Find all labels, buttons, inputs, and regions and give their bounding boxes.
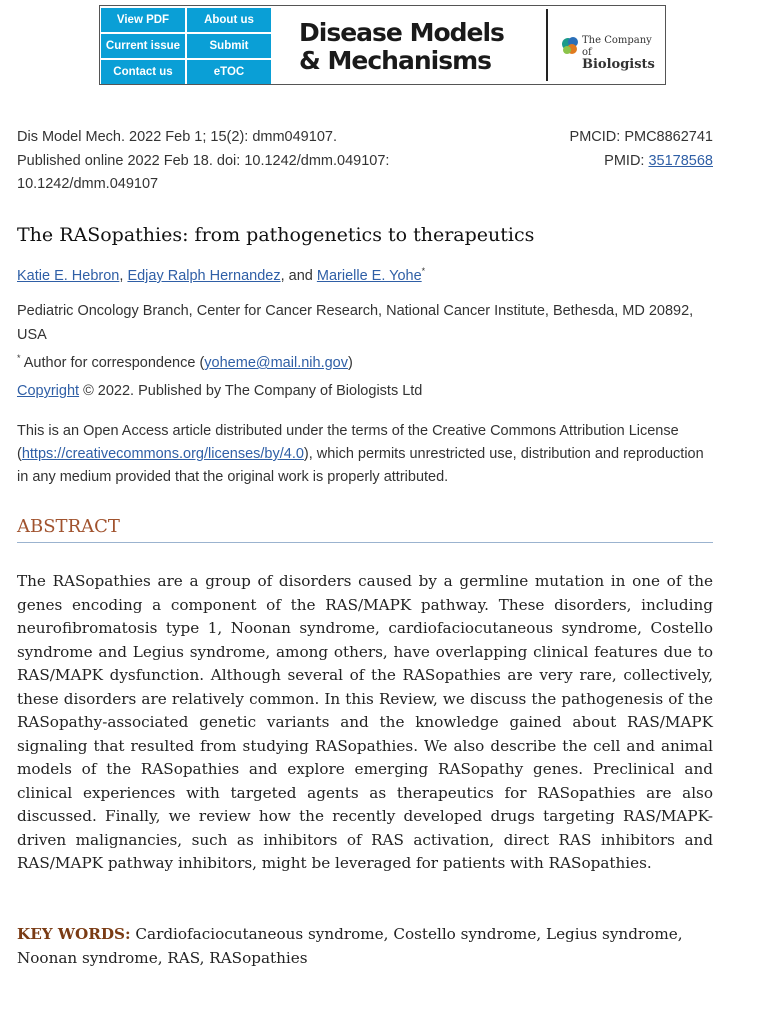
banner-divider [546, 9, 548, 81]
author-separator: , [119, 267, 128, 284]
correspondence-marker: * [17, 353, 21, 363]
affiliation: Pediatric Oncology Branch, Center for Cancer Research, National Cancer Institute, Bethesda, MD 20892, USA [17, 303, 694, 343]
publisher-logo[interactable] [560, 32, 660, 72]
publisher-name [582, 35, 660, 71]
author-list [17, 266, 425, 284]
abstract-body: The RASopathies are a group of disorders caused by a germline mutation in one of the genes encoding a component of the RAS/MAPK pathway. These disorders, including neurofibromatosis type 1, Noonan syndrome, cardiofaciocutaneous syndrome, Costello syndrome and Legius syndrome, among others, have overlapping clinical features due to RAS/MAPK dysfunction. Although several of the RASopathies are very rare, collectively, these disorders are relatively common. In this Review, we discuss the pathogenesis of the RASopathy-associated genetic variants and the knowledge gained about RAS/MAPK signaling that resulted from studying RASopathies. We also describe the cell and animal models of the RASopathies and explore emerging RASopathy genes. Preclinical and clinical experiences with targeted agents as therapeutics for RASopathies are also discussed. Finally, we review how the recently developed drugs targeting RAS/MAPK-driven malignancies, such as inhibitors of RAS activation, direct RAS inhibitors and RAS/MAPK pathway inhibitors, might be leveraged for patients with RASopathies. [17, 572, 713, 872]
banner-button-grid [101, 8, 271, 84]
submit-button[interactable]: Submit [187, 34, 271, 58]
copyright-text: © 2022. Published by The Company of Biologists Ltd [79, 383, 423, 399]
correspondence-email-link[interactable]: yoheme@mail.nih.gov [204, 354, 348, 371]
correspondence [17, 347, 713, 375]
license-link[interactable]: https://creativecommons.org/licenses/by/4.0 [21, 446, 304, 462]
author-link-hernandez[interactable]: Edjay Ralph Hernandez [127, 267, 281, 284]
contact-us-button[interactable]: Contact us [101, 60, 185, 84]
about-us-button[interactable]: About us [187, 8, 271, 32]
keywords-label: KEY WORDS: [17, 925, 131, 943]
article-title: The RASopathies: from pathogenetics to therapeutics [17, 224, 535, 246]
license-text-start: This is an Open Access article distributed under the terms of the Creative Commons Attribution License ( [17, 423, 679, 462]
abstract-heading: ABSTRACT [17, 516, 713, 543]
citation-ids [453, 126, 713, 173]
correspondence-prefix: Author for correspondence ( [20, 354, 205, 371]
view-pdf-button[interactable]: View PDF [101, 8, 185, 32]
etoc-button[interactable]: eTOC [187, 60, 271, 84]
license-statement [17, 420, 713, 489]
affiliation-block [17, 300, 713, 375]
keywords-text: Cardiofaciocutaneous syndrome, Costello syndrome, Legius syndrome, Noonan syndrome, RAS, RASopathies [17, 925, 683, 967]
publisher-line2: Biologists [582, 57, 655, 72]
author-link-hebron[interactable]: Katie E. Hebron [17, 267, 120, 284]
current-issue-button[interactable]: Current issue [101, 34, 185, 58]
pmid [453, 150, 713, 174]
license-text-end: ), which permits unrestricted use, distribution and reproduction in any medium provided that the original work is properly attributed. [17, 446, 704, 485]
correspondence-suffix: ) [347, 354, 353, 371]
keywords [17, 923, 713, 970]
copyright-link[interactable]: Copyright [17, 383, 80, 399]
citation-line1: Dis Model Mech. 2022 Feb 1; 15(2): dmm049107. [17, 129, 337, 145]
author-separator: , and [280, 267, 317, 284]
citation-line2: Published online 2022 Feb 18. doi: 10.1242/dmm.049107: [17, 152, 390, 169]
author-link-yohe[interactable]: Marielle E. Yohe [316, 267, 422, 284]
journal-title [299, 19, 539, 75]
pmid-label: PMID: [604, 152, 649, 169]
journal-title-line1: Disease Models [299, 18, 504, 47]
correspondence-marker: * [421, 266, 426, 276]
publisher-emblem-icon [560, 34, 582, 62]
pmid-link[interactable]: 35178568 [648, 152, 713, 169]
journal-title-line2: & Mechanisms [299, 46, 492, 75]
publisher-line1: The Company of [582, 35, 652, 58]
journal-banner [99, 5, 666, 85]
pmcid: PMCID: PMC8862741 [569, 129, 713, 145]
copyright-line [17, 383, 422, 399]
citation-left [17, 126, 437, 197]
citation-line3: 10.1242/dmm.049107 [17, 176, 159, 192]
